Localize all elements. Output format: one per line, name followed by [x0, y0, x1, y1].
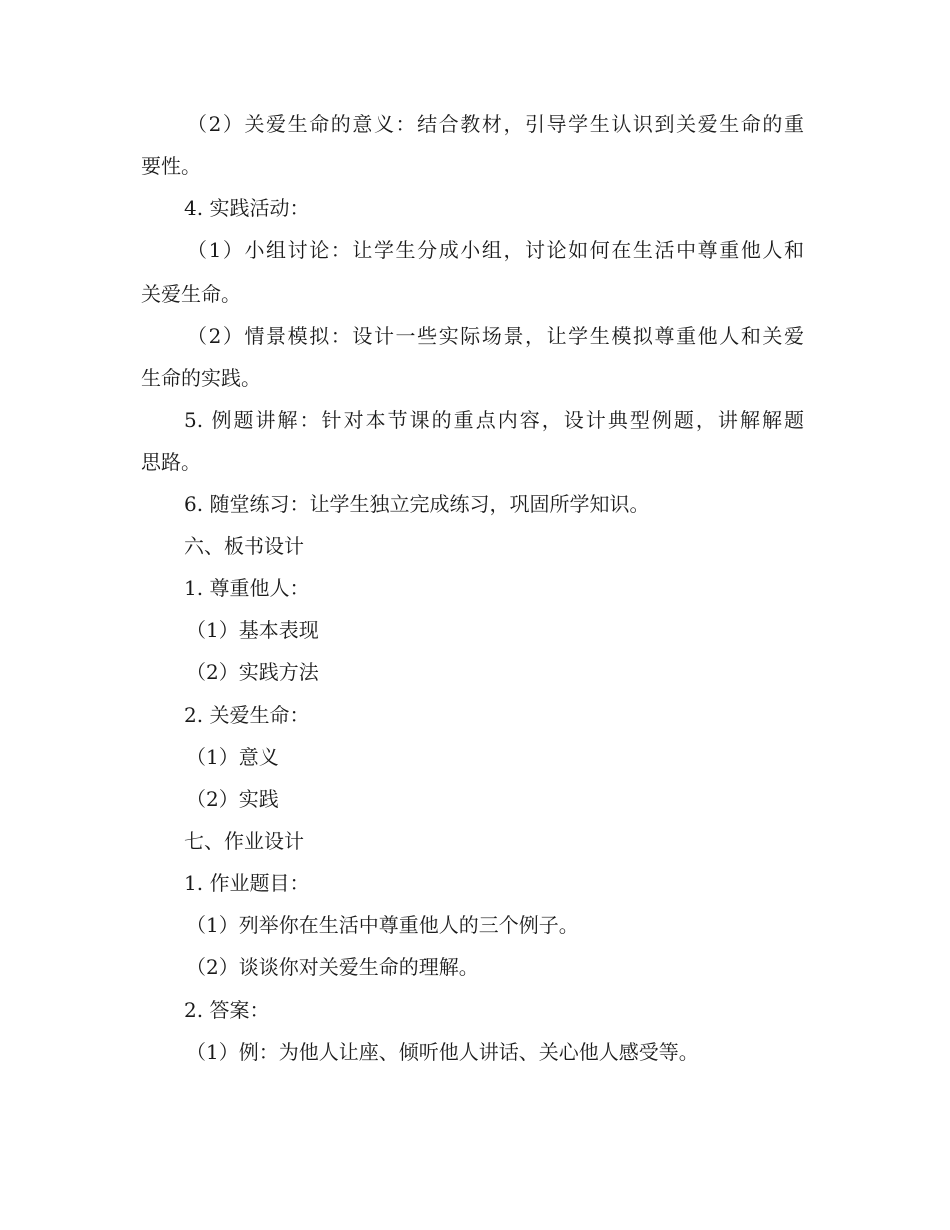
paragraph-line: （2）情景模拟：设计一些实际场景，让学生模拟尊重他人和关爱: [187, 324, 804, 348]
section-item: 4. 实践活动：: [184, 196, 310, 220]
section-item: 1. 尊重他人：: [184, 576, 310, 600]
paragraph-line: 5. 例题讲解：针对本节课的重点内容，设计典型例题，讲解解题: [184, 408, 804, 432]
sub-item: （1）例：为他人让座、倾听他人讲话、关心他人感受等。: [186, 1040, 699, 1064]
sub-item: （2）实践方法: [186, 660, 319, 684]
paragraph-line: 关爱生命。: [141, 282, 241, 306]
section-heading: 七、作业设计: [184, 829, 304, 853]
paragraph-line: （2）关爱生命的意义：结合教材，引导学生认识到关爱生命的重: [187, 112, 804, 136]
sub-item: （1）基本表现: [186, 618, 319, 642]
paragraph-line: 生命的实践。: [141, 366, 261, 390]
paragraph-line: 思路。: [141, 450, 201, 474]
paragraph-line: （1）小组讨论：让学生分成小组，讨论如何在生活中尊重他人和: [187, 238, 804, 262]
section-item: 2. 关爱生命：: [184, 703, 310, 727]
section-heading: 六、板书设计: [184, 534, 304, 558]
sub-item: （2）谈谈你对关爱生命的理解。: [186, 955, 479, 979]
section-item: 1. 作业题目：: [184, 871, 310, 895]
sub-item: （1）意义: [186, 745, 279, 769]
section-item: 6. 随堂练习：让学生独立完成练习，巩固所学知识。: [184, 492, 650, 516]
sub-item: （2）实践: [186, 787, 279, 811]
section-item: 2. 答案：: [184, 998, 270, 1022]
sub-item: （1）列举你在生活中尊重他人的三个例子。: [186, 913, 579, 937]
paragraph-line: 要性。: [141, 154, 201, 178]
